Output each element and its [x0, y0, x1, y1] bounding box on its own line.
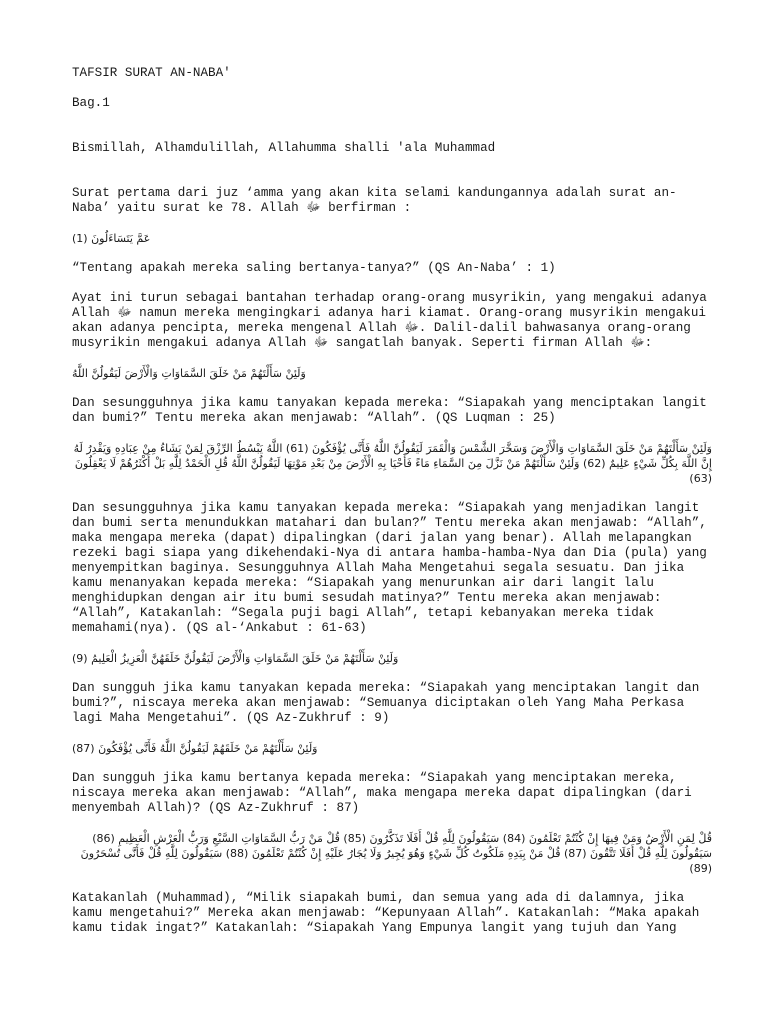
- verse-1-arabic: عَمَّ يَتَسَاءَلُونَ (1): [72, 232, 151, 245]
- explanation-paragraph: Ayat ini turun sebagai bantahan terhadap orang-orang musyrikin, yang mengakui adanya Allah ﷻ namun mereka mengingkari adanya hari kiamat. Orang-orang musyrikin mengakui akan adanya pencipta, mereka mengenal Allah ﷻ. Dalil-dalil bahwasanya orang-orang musyrikin mengakui adanya Allah ﷻ sangatlah banyak. Seperti firman Allah ﷻ:: [72, 291, 715, 350]
- zukhruf-87-arabic: وَلَئِنْ سَأَلْتَهُمْ مَنْ خَلَقَهُمْ لَيَقُولُنَّ اللَّهُ فَأَنَّى يُؤْفَكُونَ (87): [72, 742, 318, 755]
- intro-paragraph: Surat pertama dari juz ‘amma yang akan kita selami kandungannya adalah surat an-Naba’ yaitu surat ke 78. Allah ﷻ berfirman :: [72, 186, 677, 215]
- document-part: Bag.1: [72, 96, 110, 110]
- verse-1-translation: “Tentang apakah mereka saling bertanya-tanya?” (QS An-Naba’ : 1): [72, 261, 556, 275]
- zukhruf-9-translation: Dan sungguh jika kamu tanyakan kepada mereka: “Siapakah yang menciptakan langit dan bumi?”, niscaya mereka akan menjawab: “Semuanya diciptakan oleh Yang Maha Perkasa lagi Maha Mengetahui”. (QS Az-Zukhruf : 9): [72, 681, 707, 725]
- luqman-verse-arabic: وَلَئِنْ سَأَلْتَهُمْ مَنْ خَلَقَ السَّمَاوَاتِ وَالْأَرْضَ لَيَقُولُنَّ اللَّهُ: [72, 367, 306, 380]
- ankabut-verses-arabic: وَلَئِنْ سَأَلْتَهُمْ مَنْ خَلَقَ السَّمَاوَاتِ وَالْأَرْضَ وَسَخَّرَ الشَّمْسَ وَالْقَمَرَ لَيَقُولُنَّ اللَّهُ فَأَنَّى يُؤْفَكُونَ (61) اللَّهُ يَبْسُطُ الرِّزْقَ لِمَنْ يَشَاءُ مِنْ عِبَادِهِ وَيَقْدِرُ لَهُ إِنَّ اللَّهَ بِكُلِّ شَيْءٍ عَلِيمٌ (62) وَلَئِنْ سَأَلْتَهُمْ مَنْ نَزَّلَ مِنَ السَّمَاءِ مَاءً فَأَحْيَا بِهِ الْأَرْضَ مِنْ بَعْدِ مَوْتِهَا لَيَقُولُنَّ اللَّهُ قُلِ الْحَمْدُ لِلَّهِ بَلْ أَكْثَرُهُمْ لَا يَعْقِلُونَ (63): [73, 442, 712, 485]
- opening-line: Bismillah, Alhamdulillah, Allahumma shalli 'ala Muhammad: [72, 141, 496, 155]
- document-page: [72, 66, 715, 951]
- luqman-verse-translation: Dan sesungguhnya jika kamu tanyakan kepada mereka: “Siapakah yang menciptakan langit dan bumi?” Tentu mereka akan menjawab: “Allah”. (QS Luqman : 25): [72, 396, 715, 425]
- ankabut-verses-translation: Dan sesungguhnya jika kamu tanyakan kepada mereka: “Siapakah yang menjadikan langit dan bumi serta menundukkan matahari dan bulan?” Tentu mereka akan menjawab: “Allah”, maka mengapa mereka (dapat) dipalingkan (dari jalan yang benar). Allah melapangkan rezeki bagi siapa yang dikehendaki-Nya di antara hamba-hamba-Nya dan Dia (pula) yang menyempitkan baginya. Sesungguhnya Allah Maha Mengetahui segala sesuatu. Dan jika kamu menanyakan kepada mereka: “Siapakah yang menurunkan air dari langit lalu menghidupkan dengan air itu bumi sesudah matinya?” Tentu mereka akan menjawab: “Allah”, Katakanlah: “Segala puji bagi Allah”, tetapi kebanyakan mereka tidak memahami(nya). (QS al-‘Ankabut : 61-63): [72, 501, 715, 635]
- document-title: TAFSIR SURAT AN-NABA': [72, 66, 231, 80]
- muminun-verses-translation: Katakanlah (Muhammad), “Milik siapakah bumi, dan semua yang ada di dalamnya, jika kamu mengetahui?” Mereka akan menjawab: “Kepunyaan Allah”. Katakanlah: “Maka apakah kamu tidak ingat?” Katakanlah: “Siapakah Yang Empunya langit yang tujuh dan Yang: [72, 891, 707, 935]
- zukhruf-87-translation: Dan sungguh jika kamu bertanya kepada mereka: “Siapakah yang menciptakan mereka, niscaya mereka akan menjawab: “Allah”, maka mengapa mereka dapat dipalingkan (dari menyembah Allah)? (QS Az-Zukhruf : 87): [72, 771, 700, 815]
- zukhruf-9-arabic: وَلَئِنْ سَأَلْتَهُمْ مَنْ خَلَقَ السَّمَاوَاتِ وَالْأَرْضَ لَيَقُولُنَّ خَلَقَهُنَّ الْعَزِيزُ الْعَلِيمُ (9): [72, 652, 399, 665]
- muminun-verses-arabic: قُلْ لِمَنِ الْأَرْضُ وَمَنْ فِيهَا إِنْ كُنْتُمْ تَعْلَمُونَ (84) سَيَقُولُونَ لِلَّهِ قُلْ أَفَلَا تَذَكَّرُونَ (85) قُلْ مَنْ رَبُّ السَّمَاوَاتِ السَّبْعِ وَرَبُّ الْعَرْشِ الْعَظِيمِ (86) سَيَقُولُونَ لِلَّهِ قُلْ أَفَلَا تَتَّقُونَ (87) قُلْ مَنْ بِيَدِهِ مَلَكُوتُ كُلِّ شَيْءٍ وَهُوَ يُجِيرُ وَلَا يُجَارُ عَلَيْهِ إِنْ كُنْتُمْ تَعْلَمُونَ (88) سَيَقُولُونَ لِلَّهِ قُلْ فَأَنَّى تُسْحَرُونَ (89): [80, 832, 712, 875]
